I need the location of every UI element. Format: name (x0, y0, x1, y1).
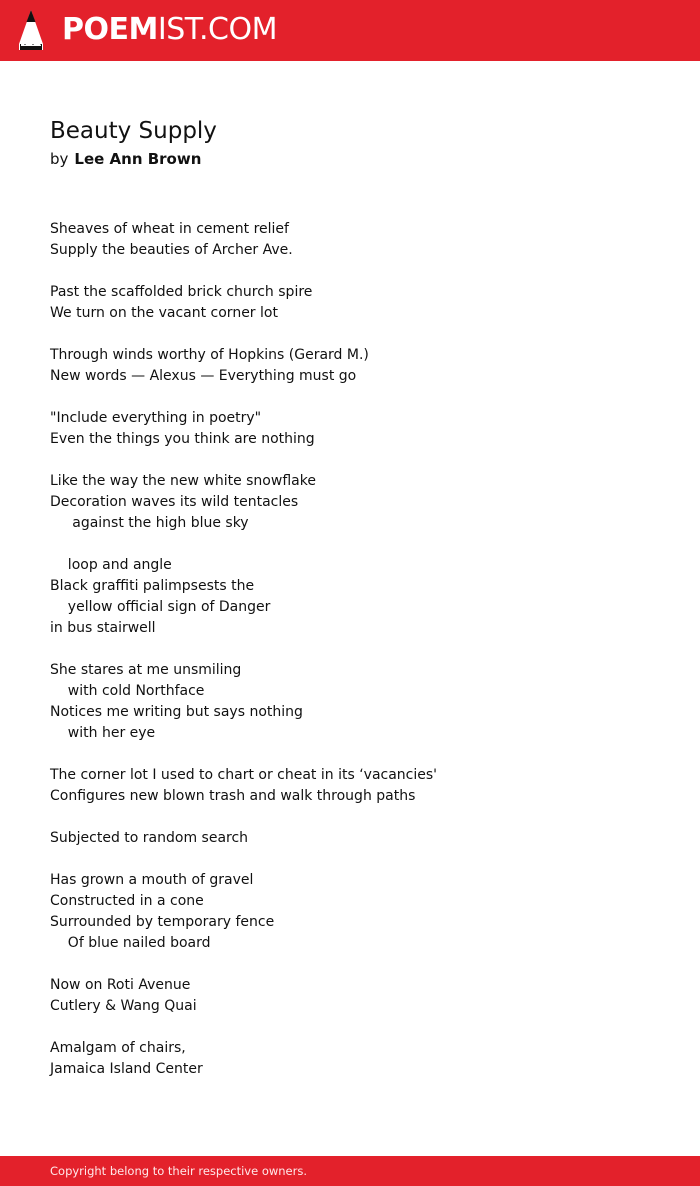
poem-stanza (50, 555, 670, 639)
poem-line: with her eye (50, 725, 156, 741)
poem-stanza (50, 870, 670, 954)
poem-stanza (50, 345, 670, 387)
poem-line: Notices me writing but says nothing (50, 704, 303, 720)
poem-line: New words — Alexus — Everything must go (50, 368, 357, 384)
poem-line: Through winds worthy of Hopkins (Gerard M.) (50, 347, 369, 363)
brand-bold-text: POEM (62, 12, 158, 47)
stanza-gap (50, 849, 670, 870)
poem-line: She stares at me unsmiling (50, 662, 242, 678)
poem-line: Constructed in a cone (50, 893, 204, 909)
by-label: by (50, 150, 69, 168)
poem-line: Subjected to random search (50, 830, 249, 846)
poem-line: Like the way the new white snowflake (50, 473, 316, 489)
poem-line: Configures new blown trash and walk through paths (50, 788, 416, 804)
poem-stanza (50, 471, 670, 534)
poem-line: Even the things you think are nothing (50, 431, 315, 447)
pencil-tip-icon[interactable] (17, 8, 45, 52)
poem-stanza (50, 660, 670, 744)
poem-line: yellow official sign of Danger (50, 599, 271, 615)
poem-stanza (50, 828, 670, 849)
poem-stanza (50, 219, 670, 261)
poem-line: Amalgam of chairs, (50, 1040, 186, 1056)
poem-line: Cutlery & Wang Quai (50, 998, 197, 1014)
brand-light-text: IST.COM (157, 12, 277, 47)
site-header (0, 0, 700, 61)
byline (50, 148, 201, 170)
poem-line: against the high blue sky (50, 515, 249, 531)
poem-stanza (50, 765, 670, 807)
stanza-gap (50, 387, 670, 408)
stanza-gap (50, 450, 670, 471)
stanza-gap (50, 954, 670, 975)
stanza-gap (50, 1017, 670, 1038)
poem-line: We turn on the vacant corner lot (50, 305, 278, 321)
stanza-gap (50, 807, 670, 828)
poem-line: with cold Northface (50, 683, 205, 699)
poem-line: Past the scaffolded brick church spire (50, 284, 313, 300)
poem-line: loop and angle (50, 557, 172, 573)
poem-stanza (50, 975, 670, 1017)
stanza-gap (50, 534, 670, 555)
stanza-gap (50, 744, 670, 765)
site-logo[interactable] (62, 10, 277, 50)
poem-line: Decoration waves its wild tentacles (50, 494, 299, 510)
poem-stanza (50, 282, 670, 324)
poem-title: Beauty Supply (50, 118, 217, 144)
copyright-notice: Copyright belong to their respective owners. (50, 1164, 308, 1178)
poem-line: Black graffiti palimpsests the (50, 578, 255, 594)
stanza-gap (50, 639, 670, 660)
poem-line: Of blue nailed board (50, 935, 211, 951)
poem-line: Supply the beauties of Archer Ave. (50, 242, 293, 258)
poem-line: in bus stairwell (50, 620, 156, 636)
poem-line: The corner lot I used to chart or cheat in its ‘vacancies' (50, 767, 438, 783)
poem-line: Sheaves of wheat in cement relief (50, 221, 289, 237)
stanza-gap (50, 324, 670, 345)
author-link[interactable]: Lee Ann Brown (74, 150, 202, 168)
poem-line: Surrounded by temporary fence (50, 914, 275, 930)
stanza-gap (50, 261, 670, 282)
site-footer (0, 1156, 700, 1186)
poem-body (50, 219, 670, 1080)
poem-stanza (50, 408, 670, 450)
poem-stanza (50, 1038, 670, 1080)
poem-line: Now on Roti Avenue (50, 977, 191, 993)
poem-line: Jamaica Island Center (50, 1061, 203, 1077)
poem-line: "Include everything in poetry" (50, 410, 262, 426)
poem-line: Has grown a mouth of gravel (50, 872, 254, 888)
